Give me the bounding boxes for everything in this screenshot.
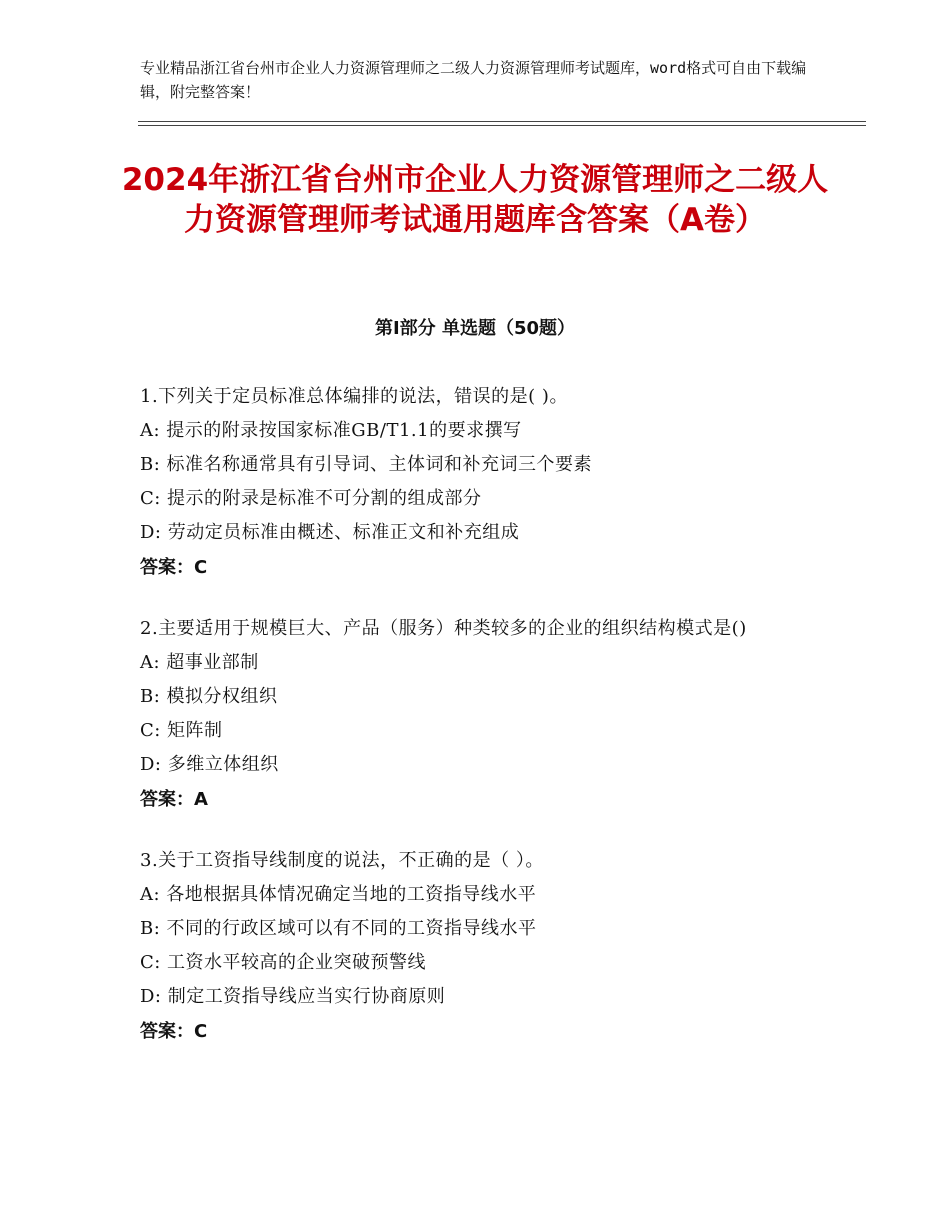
- question-list: [140, 380, 820, 1076]
- option-a: A: 各地根据具体情况确定当地的工资指导线水平: [140, 884, 537, 905]
- option-c: C: 提示的附录是标准不可分割的组成部分: [140, 488, 482, 509]
- header-rule-top: [138, 121, 866, 122]
- option-b: B: 模拟分权组织: [140, 686, 278, 707]
- question-3: [140, 844, 820, 1050]
- option-b: B: 标准名称通常具有引导词、主体词和补充词三个要素: [140, 454, 593, 475]
- question-stem: 2.主要适用于规模巨大、产品（服务）种类较多的企业的组织结构模式是(): [140, 618, 747, 639]
- question-stem: 3.关于工资指导线制度的说法，不正确的是（ ）。: [140, 850, 544, 871]
- option-c: C: 工资水平较高的企业突破预警线: [140, 952, 427, 973]
- answer: 答案：C: [140, 1021, 208, 1042]
- question-2: [140, 612, 820, 818]
- question-1: [140, 380, 820, 586]
- answer: 答案：C: [140, 557, 208, 578]
- option-d: D: 劳动定员标准由概述、标准正文和补充组成: [140, 522, 520, 543]
- answer: 答案：A: [140, 789, 208, 810]
- header-note: 专业精品浙江省台州市企业人力资源管理师之二级人力资源管理师考试题库，word格式可自由下载编辑，附完整答案！: [140, 59, 807, 101]
- option-a: A: 超事业部制: [140, 652, 259, 673]
- option-c: C: 矩阵制: [140, 720, 223, 741]
- option-d: D: 制定工资指导线应当实行协商原则: [140, 986, 446, 1007]
- section-heading: 第Ⅰ部分 单选题（50题）: [374, 318, 575, 339]
- question-stem: 1.下列关于定员标准总体编排的说法，错误的是( )。: [140, 386, 568, 407]
- option-d: D: 多维立体组织: [140, 754, 279, 775]
- header-rule-bottom: [138, 125, 866, 126]
- option-b: B: 不同的行政区域可以有不同的工资指导线水平: [140, 918, 537, 939]
- document-title: 2024年浙江省台州市企业人力资源管理师之二级人力资源管理师考试通用题库含答案（A卷）: [121, 162, 829, 238]
- option-a: A: 提示的附录按国家标准GB/T1.1的要求撰写: [140, 420, 522, 441]
